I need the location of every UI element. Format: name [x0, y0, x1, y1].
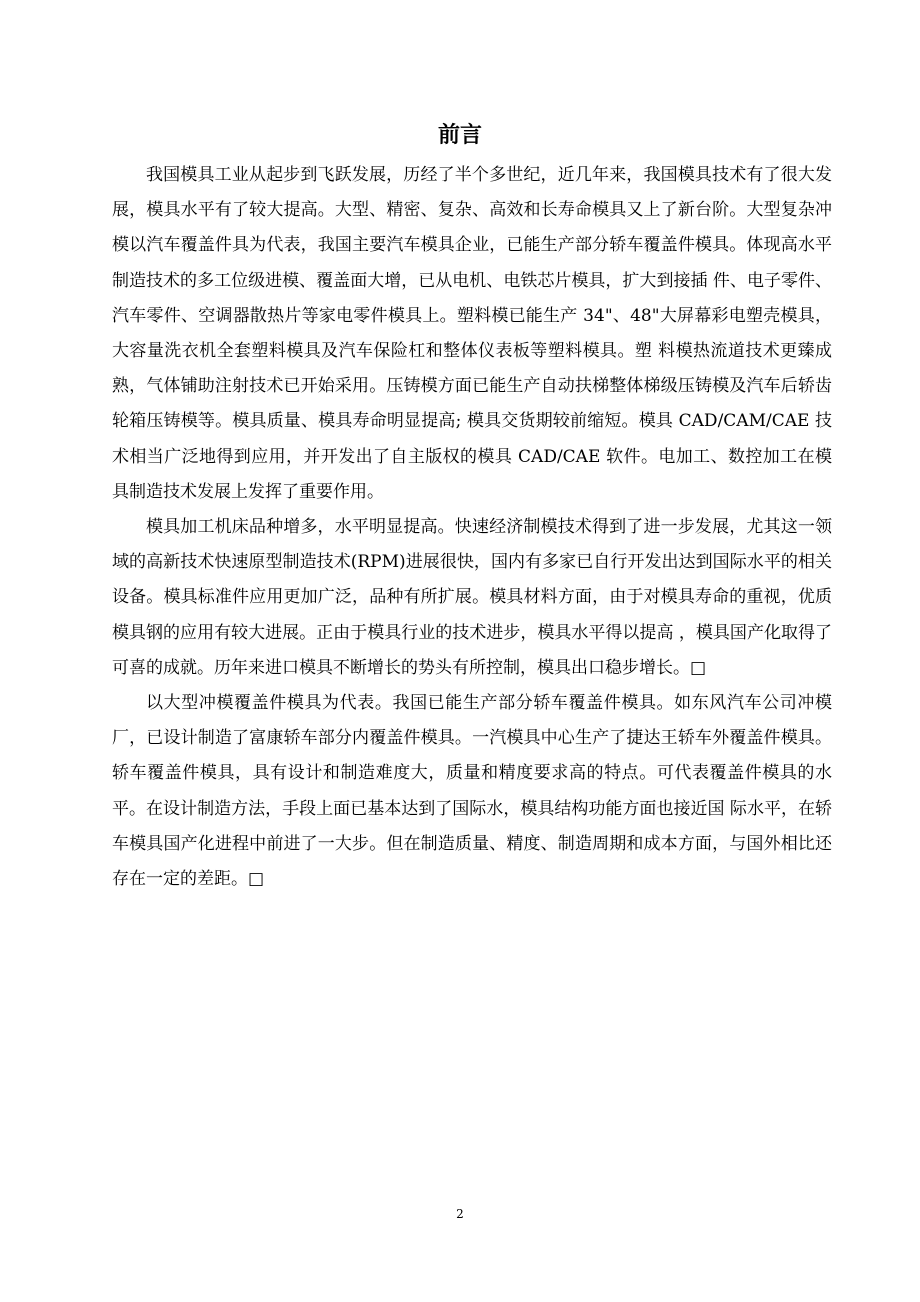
paragraph-3: 以大型冲模覆盖件模具为代表。我国已能生产部分轿车覆盖件模具。如东风汽车公司冲模厂，已设计制造了富康轿车部分内覆盖件模具。一汽模具中心生产了捷达王轿车外覆盖件模具。轿车覆盖件模具，具有设计和制造难度大，质量和精度要求高的特点。可代表覆盖件模具的水平。在设计制造方法，手段上面已基本达到了国际水，模具结构功能方面也接近国 际水平，在轿车模具国产化进程中前进了一大步。但在制造质量、精度、制造周期和成本方面，与国外相比还存在一定的差距。□: [112, 693, 832, 890]
paragraph-2: 模具加工机床品种增多，水平明显提高。快速经济制模技术得到了进一步发展，尤其这一领域的高新技术快速原型制造技术(RPM)进展很快，国内有多家已自行开发出达到国际水平的相关设备。模具标准件应用更加广泛，品种有所扩展。模具材料方面，由于对模具寿命的重视，优质模具钢的应用有较大进展。正由于模具行业的技术进步，模具水平得以提高 ，模具国产化取得了可喜的成就。历年来进口模具不断增长的势头有所控制，模具出口稳步增长。□: [112, 517, 832, 678]
page-number: 2: [456, 1207, 464, 1221]
page-title: 前言: [437, 123, 482, 148]
body-text: [112, 158, 832, 897]
paragraph-1: 我国模具工业从起步到飞跃发展，历经了半个多世纪，近几年来，我国模具技术有了很大发展，模具水平有了较大提高。大型、精密、复杂、高效和长寿命模具又上了新台阶。大型复杂冲模以汽车覆盖件具为代表，我国主要汽车模具企业，已能生产部分轿车覆盖件模具。体现高水平制造技术的多工位级进模、覆盖面大增，已从电机、电铁芯片模具，扩大到接插 件、电子零件、汽车零件、空调器散热片等家电零件模具上。塑料模已能生产 34"、48"大屏幕彩电塑壳模具，大容量洗衣机全套塑料模具及汽车保险杠和整体仪表板等塑料模具。塑 料模热流道技术更臻成熟，气体铺助注射技术已开始采用。压铸模方面已能生产自动扶梯整体梯级压铸模及汽车后轿齿轮箱压铸模等。模具质量、模具寿命明显提高; 模具交货期较前缩短。模具 CAD/CAM/CAE 技术相当广泛地得到应用，并开发出了自主版权的模具 CAD/CAE 软件。电加工、数控加工在模具制造技术发展上发挥了重要作用。: [112, 165, 832, 502]
